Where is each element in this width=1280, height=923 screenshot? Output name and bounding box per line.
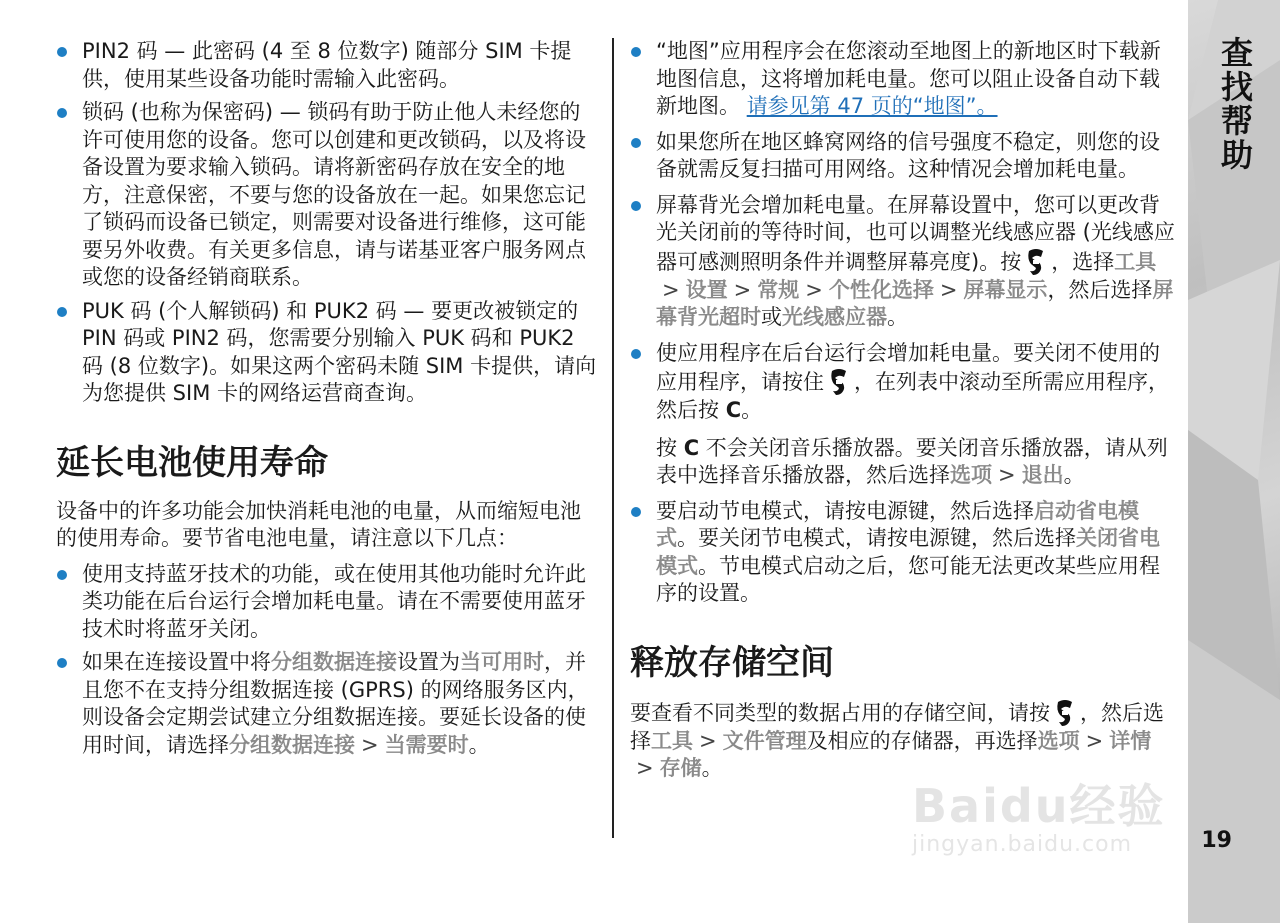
chapter-title: 查找帮助 (1216, 36, 1254, 172)
ui-option-memory: 存储 (659, 756, 702, 780)
page-number: 19 (1201, 828, 1232, 853)
text: 。 (468, 732, 490, 757)
path-separator: > (1085, 728, 1104, 753)
text: 。 (741, 398, 763, 422)
ui-option-light-sensor: 光线感应器 (782, 305, 887, 329)
ui-option-packet-data: 分组数据连接 (229, 732, 355, 757)
text: ，然后选择 (1047, 277, 1153, 302)
left-column (56, 38, 601, 765)
ui-option-packet-data: 分组数据连接 (271, 650, 397, 674)
path-separator: > (998, 463, 1016, 487)
text: 屏幕背光会增加耗电量。在屏幕设置中，您可以更改背光关闭前的等待时间，也可以调整光线感应器 (光线感应器可感测照明条件并调整屏幕亮度)。按 (656, 192, 1175, 274)
heading-battery: 延长电池使用寿命 (56, 442, 328, 483)
list-item-puk (56, 298, 601, 408)
text: 。节电模式启动之后，您可能无法更改某些应用程序的设置。 (656, 553, 1160, 605)
text: 如果您所在地区蜂窝网络的信号强度不稳定，则您的设备就需反复扫描可用网络。这种情况会增加耗电量。 (656, 129, 1160, 181)
path-separator: > (699, 728, 717, 753)
menu-key-icon (1025, 247, 1047, 277)
ui-option-details: 详情 (1109, 728, 1152, 753)
list-item-text: 锁码 (也称为保密码) — 锁码有助于防止他人未经您的许可使用您的设备。您可以创建和更改锁码，以及将设备设置为要求输入锁码。请将新密码存放在安全的地方，注意保密，不要与您的设备放在一起。如果您忘记了锁码而设备已锁定，则需要对设备进行维修，这可能要另外收费。有关更多信息，请与诺基亚客户服务网点或您的设备经销商联系。 (82, 100, 586, 289)
text: 或 (761, 305, 782, 329)
menu-key-icon (1054, 698, 1076, 728)
maps-page-link[interactable]: 请参见第 47 页的“地图”。 (746, 94, 998, 118)
column-divider (612, 38, 614, 838)
key-c: C (725, 398, 742, 422)
battery-list (56, 561, 601, 760)
list-item-backlight (630, 192, 1175, 332)
path-separator: > (805, 277, 823, 302)
baidu-watermark (912, 770, 1202, 870)
list-item-bluetooth (56, 561, 601, 644)
right-column (630, 38, 1175, 791)
path-separator: > (939, 277, 958, 302)
list-item-maps (630, 38, 1175, 121)
watermark-logo-text: Baidu经验 (912, 779, 1166, 833)
text: ，在列表中滚动至所需应用程序，然后按 (656, 370, 1169, 422)
text: 不会关闭音乐播放器。要关闭音乐播放器，请从列表中选择音乐播放器，然后选择 (656, 435, 1168, 487)
heading-storage: 释放存储空间 (630, 642, 834, 683)
list-item-text: 使用支持蓝牙技术的功能，或在使用其他功能时允许此类功能在后台运行会增加耗电量。请在不需要使用蓝牙技术时将蓝牙关闭。 (82, 561, 586, 641)
text: 。 (1063, 463, 1085, 487)
text: 及相应的存储器，再选择 (806, 728, 1038, 753)
code-list (56, 38, 601, 408)
text: 要启动节电模式，请按电源键，然后选择 (656, 498, 1034, 523)
list-item-pin2 (56, 38, 601, 93)
list-item-power-saving (630, 498, 1175, 608)
ui-option-personalisation: 个性化选择 (828, 277, 934, 302)
music-player-note (656, 435, 1175, 490)
key-c: C (683, 435, 700, 460)
text: “地图”应用程序会在您滚动至地图上的新地区时下载新地图信息，这将增加耗电量。您可以阻止设备自动下载新地图。 (656, 39, 1161, 118)
list-item-packet-data (56, 649, 601, 759)
text: 。 (887, 305, 908, 329)
watermark-url: jingyan.baidu.com (912, 832, 1133, 857)
list-item-background-apps (630, 340, 1175, 490)
ui-option-file-manager: 文件管理 (722, 728, 807, 753)
ui-option-when-needed: 当需要时 (384, 732, 469, 757)
text: 要查看不同类型的数据占用的存储空间，请按 (630, 700, 1050, 725)
text: 使应用程序在后台运行会增加耗电量。要关闭不使用的应用程序，请按住 (656, 340, 1160, 394)
path-separator: > (361, 732, 379, 757)
ui-option-settings: 设置 (685, 277, 728, 302)
text: 如果在连接设置中将 (82, 650, 271, 674)
text: 设置为 (397, 650, 460, 674)
ui-option-tools: 工具 (651, 728, 693, 753)
text: ，选择 (1051, 249, 1115, 274)
path-separator: > (662, 277, 680, 302)
text: ，然后选择 (630, 700, 1164, 753)
text: 按 (656, 435, 677, 460)
list-item-text: PIN2 码 — 此密码 (4 至 8 位数字) 随部分 SIM 卡提供，使用某些设备功能时需输入此密码。 (82, 39, 572, 91)
battery-intro: 设备中的许多功能会加快消耗电池的电量，从而缩短电池的使用寿命。要节省电池电量，请注意以下几点： (56, 498, 581, 550)
list-item-lock-code (56, 99, 601, 292)
ui-option-power-save-off: 关闭省电模式 (656, 526, 1160, 578)
ui-option-when-available: 当可用时 (460, 650, 544, 674)
path-separator: > (636, 756, 654, 780)
list-item-network-signal (630, 129, 1175, 184)
battery-list-continued (630, 38, 1175, 608)
ui-option-exit: 退出 (1021, 463, 1064, 487)
ui-option-general: 常规 (757, 277, 800, 302)
text: 。要关闭节电模式，请按电源键，然后选择 (677, 526, 1076, 550)
menu-key-icon (828, 367, 850, 397)
ui-option-options: 选项 (950, 463, 992, 487)
path-separator: > (733, 277, 752, 302)
ui-option-options: 选项 (1037, 728, 1080, 753)
text: ，并且您不在支持分组数据连接 (GPRS) 的网络服务区内，则设备会定期尝试建立分组数据连接。要延长设备的使用时间，请选择 (82, 650, 589, 757)
text: 。 (701, 756, 723, 780)
ui-option-power-save-on: 启动省电模式 (656, 498, 1139, 550)
ui-option-display: 屏幕显示 (963, 277, 1048, 302)
ui-option-tools: 工具 (1114, 249, 1157, 274)
ui-option-backlight-timeout: 屏幕背光超时 (656, 277, 1174, 329)
list-item-text: PUK 码 (个人解锁码) 和 PUK2 码 — 要更改被锁定的 PIN 码或 PIN2 码，您需要分别输入 PUK 码和 PUK2 码 (8 位数字)。如果这两个密码未随 SIM 卡提供，请向为您提供 SIM 卡的网络运营商查询。 (82, 298, 597, 405)
